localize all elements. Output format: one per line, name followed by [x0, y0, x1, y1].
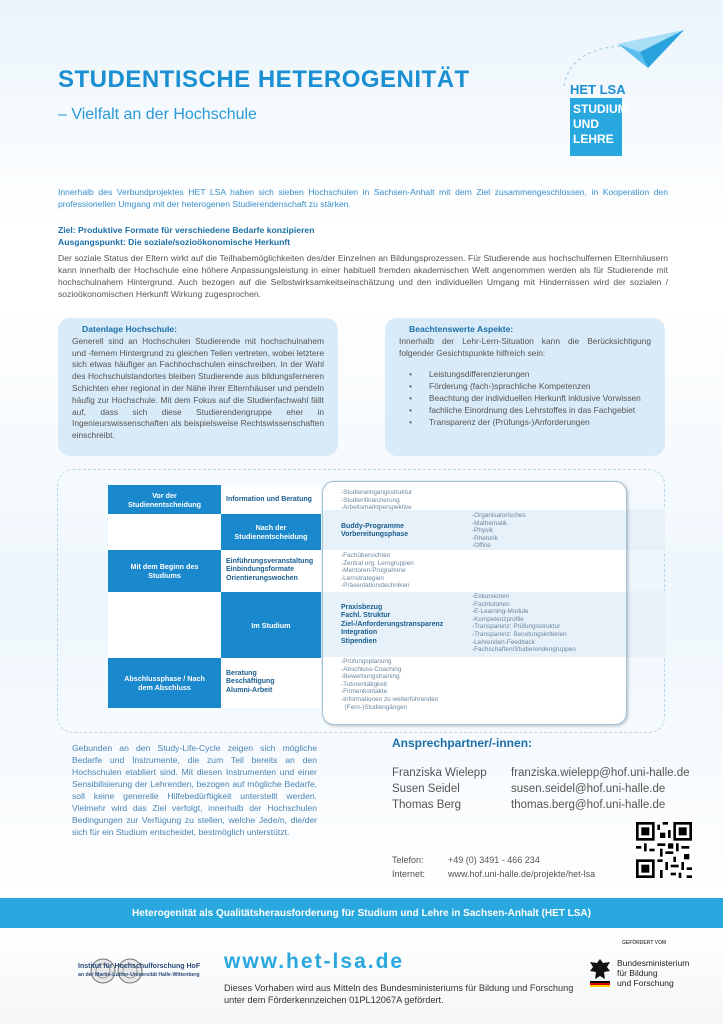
qr-code-icon[interactable]: [636, 822, 692, 878]
list-item: • Beachtung der individuellen Herkunft inklusive Vorwissen: [399, 393, 651, 405]
list-item: • Leistungsdifferenzierungen: [399, 369, 651, 381]
format-during-study: Praxisbezug Fachl. Struktur Ziel-/Anforderungstransparenz Integration Stipendien: [341, 604, 444, 645]
phone-value: +49 (0) 3491 - 466 234: [448, 855, 540, 865]
list-item: • fachliche Einordnung des Lehrstoffes in das Fachgebiet: [399, 405, 651, 417]
contacts-title: Ansprechpartner/-innen:: [392, 736, 533, 750]
institute-line: an der Martin-Luther-Universität Halle-Wittenberg: [78, 972, 200, 978]
contact-name: Franziska Wielepp: [392, 767, 487, 779]
details-information: -Studieneingangsstruktur -Studienfinanzierung -Arbeitsmarktperspektive: [341, 489, 413, 512]
details-during-study: -Exkursionen -Fachtutorien -E-Learning-Module -Kompetenzprofile -Transparenz: Prüfungsstruktur -Transparenz: Benotungskriterien -Lehrenden-Feedback -Fachschaften/Studierendengruppen: [472, 593, 576, 654]
contact-email-link[interactable]: thomas.berg@hof.uni-halle.de: [511, 799, 666, 811]
phase-after-decision: Nach der Studienentscheidung: [221, 514, 321, 550]
internet-label: Internet:: [392, 869, 426, 879]
contact-name: Thomas Berg: [392, 799, 462, 811]
list-item: • Förderung (fach-)sprachliche Kompetenzen: [399, 381, 651, 393]
contact-name: Susen Seidel: [392, 783, 460, 795]
aspects-list: [399, 369, 651, 428]
diagram-cell: [108, 514, 221, 550]
phase-completion: Abschlussphase / Nach dem Abschluss: [108, 658, 221, 708]
box-heading: Datenlage Hochschule:: [82, 324, 178, 334]
lifecycle-summary-text: Gebunden an den Study-Life-Cycle zeigen sich mögliche Bedarfe und Instrumente, die zum Teil bereits an den Hochschulen etabliert sind. Mit diesen Instrumenten und einer Sensibilisierung der Lehrenden, bezogen auf mögliche Bedarfe, soll keine generelle Hilfebedürftigkeit unterstellt werden. Vielmehr wird das Ziel verfolgt, innerhalb der Hochschulen Bedingungen zur Verfügung zu stellen, welche Jede/n, die/der sich für ein Studium entscheidet, bestmöglich unterstützt.: [72, 743, 317, 837]
box-heading: Beachtenswerte Aspekte:: [409, 324, 514, 334]
aspects-box: [385, 318, 665, 456]
funding-note: Dieses Vorhaben wird aus Mitteln des Bundesministeriums für Bildung und Forschung unter dem Förderkennzeichen 01PL12067A gefördert.: [224, 983, 574, 1005]
details-completion: -Prüfungsplanung -Abschluss-Coaching -Bewerbungstraining -Tutorentätigkeit -Firmenkontakte -Informationen zu weiterführenden (Fern-)Studiengängen: [341, 658, 439, 711]
project-banner: Heterogenität als Qualitätsherausforderung für Studium und Lehre in Sachsen-Anhalt (HET LSA): [0, 898, 723, 928]
website-link[interactable]: www.het-lsa.de: [224, 950, 405, 973]
logo-title: HET LSA: [570, 82, 626, 97]
phase-during-study: Im Studium: [221, 592, 321, 658]
format-buddy: Buddy-Programme Vorbereitungsphase: [341, 523, 409, 539]
goal-line: Ziel: Produktive Formate für verschiedene Bedarfe konzipieren: [58, 225, 315, 235]
phone-label: Telefon:: [392, 855, 424, 865]
phase-study-start: Mit dem Beginn des Studiums: [108, 550, 221, 592]
goal-block: [58, 224, 668, 248]
format-completion: Beratung Beschäftigung Alumni-Arbeit: [226, 670, 275, 694]
list-item: • Transparenz der (Prüfungs-)Anforderungen: [399, 417, 651, 429]
details-preparation: -Organisatorisches -Mathematik -Physik -Rhetorik -Office: [472, 512, 526, 550]
details-study-start: -Fachübersichten -Zentral org. Lerngruppen -Mentoren-Programme -Lernstrategien -Präsentationstechniken: [341, 552, 414, 590]
institute-line: Institut für Hochschulforschung HoF: [78, 963, 201, 970]
phase-before-decision: Vor der Studienentscheidung: [108, 485, 221, 514]
ministry-line: und Forschung: [617, 978, 674, 988]
box-text: Generell sind an Hochschulen Studierende mit hochschulnahem und -fernem Hintergrund zu gleichen Teilen vertreten, wobei letztere sich etwas häufiger an Fachhochschulen einschreiben. In der Wahl des Hochschulstandortes bleiben Studierende aus bildungsferneren Schichten eher regional in der Nähe ihrer Elternhäuser und pendeln häufig zur Hochschule. Mit dem Fokus auf die Studienfachwahl fällt auf, dass sich diese Studierendengruppe eher in Ingenieurswissenschaften als beispielsweise Rechtswissenschaften einschreibt.: [72, 335, 324, 441]
logo-line: STUDIUM: [573, 102, 628, 116]
institute-name: [78, 962, 200, 980]
logo-line: UND: [573, 117, 599, 131]
contact-email-link[interactable]: franziska.wielepp@hof.uni-halle.de: [511, 767, 690, 779]
federal-eagle-icon: [588, 957, 612, 987]
ministry-line: Bundesministerium: [617, 958, 690, 968]
paper-plane-icon: [618, 30, 684, 70]
intro-text: Innerhalb des Verbundprojektes HET LSA haben sich sieben Hochschulen in Sachsen-Anhalt mit dem Ziel zusammengeschlossen, in Kooperation den professionellen Umgang mit der heterogenen Studierendenschaft zu stärken.: [58, 187, 668, 209]
body-paragraph: Der soziale Status der Eltern wirkt auf die Teilhabemöglichkeiten des/der Einzelnen an Bildungsprozessen. Für Studierende aus hochschulfernen Elternhäusern kann innerhalb der Hochschule eine höhere Anpassungsleistung in einer habituell fremden akademischen Welt angenommen werden als für Studierende mit hochschulnahem Hintergrund. Auch bezogen auf die Selbstwirksamkeitseinschätzung und den individuellen Umgang mit Hindernissen wird der sozialen / sozioökonomischen Herkunft Wirkung zugesprochen.: [58, 253, 668, 299]
data-situation-box: [58, 318, 338, 456]
ministry-name: [617, 958, 689, 988]
het-lsa-logo: [570, 82, 660, 162]
logo-line: LEHRE: [573, 132, 614, 146]
box-text: Innerhalb der Lehr-Lern-Situation kann die Berücksichtigung folgender Gesichtspunkte hilfreich sein:: [399, 335, 651, 358]
origin-line: Ausgangspunkt: Die soziale/sozioökonomische Herkunft: [58, 237, 291, 247]
format-information: Information und Beratung: [226, 496, 312, 503]
ministry-line: für Bildung: [617, 968, 658, 978]
internet-link[interactable]: www.hof.uni-halle.de/projekte/het-lsa: [448, 869, 596, 879]
format-start: Einführungsveranstaltung Einbindungsformate Orientierungswochen: [226, 558, 314, 582]
logo-block: [570, 98, 628, 156]
contact-email-link[interactable]: susen.seidel@hof.uni-halle.de: [511, 783, 666, 795]
diagram-cell: [108, 592, 221, 658]
page-title: STUDENTISCHE HETEROGENITÄT: [58, 66, 470, 93]
page-subtitle: – Vielfalt an der Hochschule: [58, 106, 257, 123]
funded-by-label: GEFÖRDERT VOM: [622, 940, 667, 946]
